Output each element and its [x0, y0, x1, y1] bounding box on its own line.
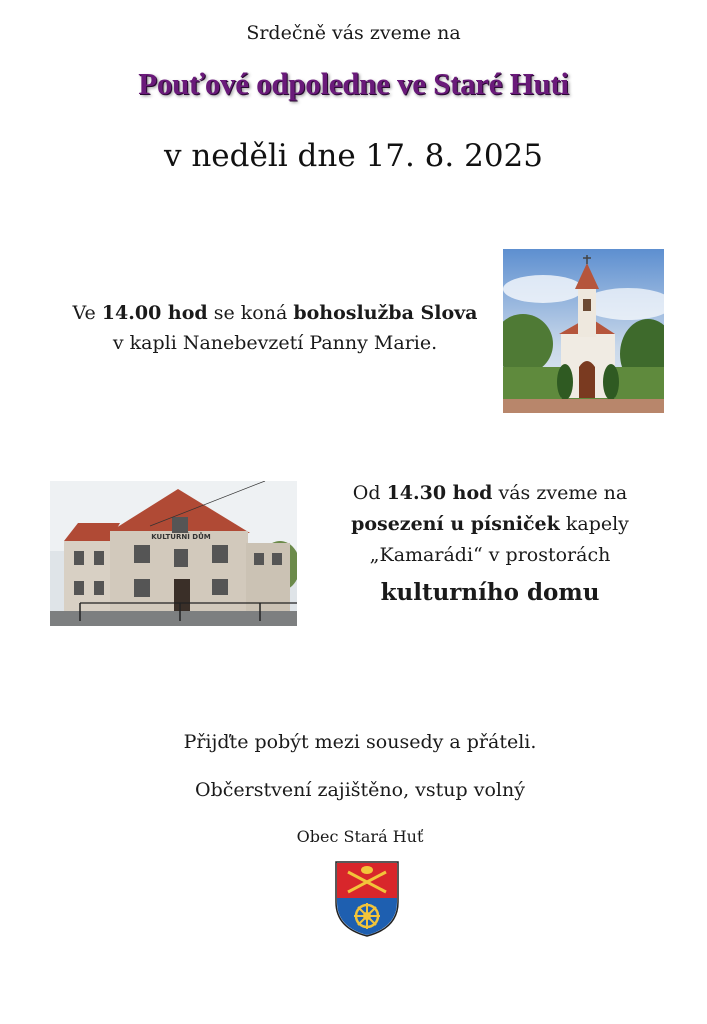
- text-part: vás zveme na: [492, 482, 628, 504]
- music-line-3: „Kamarádi“ v prostorách: [369, 544, 611, 566]
- music-time: 14.30 hod: [386, 482, 493, 504]
- service-name: bohoslužba Slova: [293, 302, 478, 324]
- coat-of-arms-icon: [334, 860, 400, 938]
- text-part: Ve: [72, 302, 102, 324]
- hall-sign-text: KULTURNÍ DŮM: [151, 533, 211, 541]
- signature: Obec Stará Huť: [296, 827, 424, 846]
- closing-line-2: Občerstvení zajištěno, vstup volný: [195, 779, 525, 801]
- text-part: se koná: [207, 302, 294, 324]
- service-line-2: v kapli Nanebevzetí Panny Marie.: [112, 332, 438, 354]
- music-line-1: [330, 478, 650, 509]
- text-part: kapely: [559, 513, 629, 535]
- service-info: [50, 298, 500, 358]
- service-time: 14.00 hod: [101, 302, 208, 324]
- text-part: Od: [352, 482, 387, 504]
- cultural-house-photo: [50, 481, 297, 626]
- page-title: Pouťové odpoledne ve Staré Huti: [138, 66, 569, 101]
- closing-line-1: Přijďte pobýt mezi sousedy a přáteli.: [183, 731, 537, 753]
- event-date: v neděli dne 17. 8. 2025: [163, 138, 544, 174]
- music-line-2: [330, 509, 650, 540]
- invite-line: Srdečně vás zveme na: [246, 22, 461, 44]
- music-info: [330, 478, 650, 615]
- service-line-1: [50, 298, 500, 328]
- music-event: posezení u písniček: [351, 513, 560, 535]
- chapel-photo: [503, 249, 664, 413]
- music-venue: kulturního domu: [380, 579, 600, 606]
